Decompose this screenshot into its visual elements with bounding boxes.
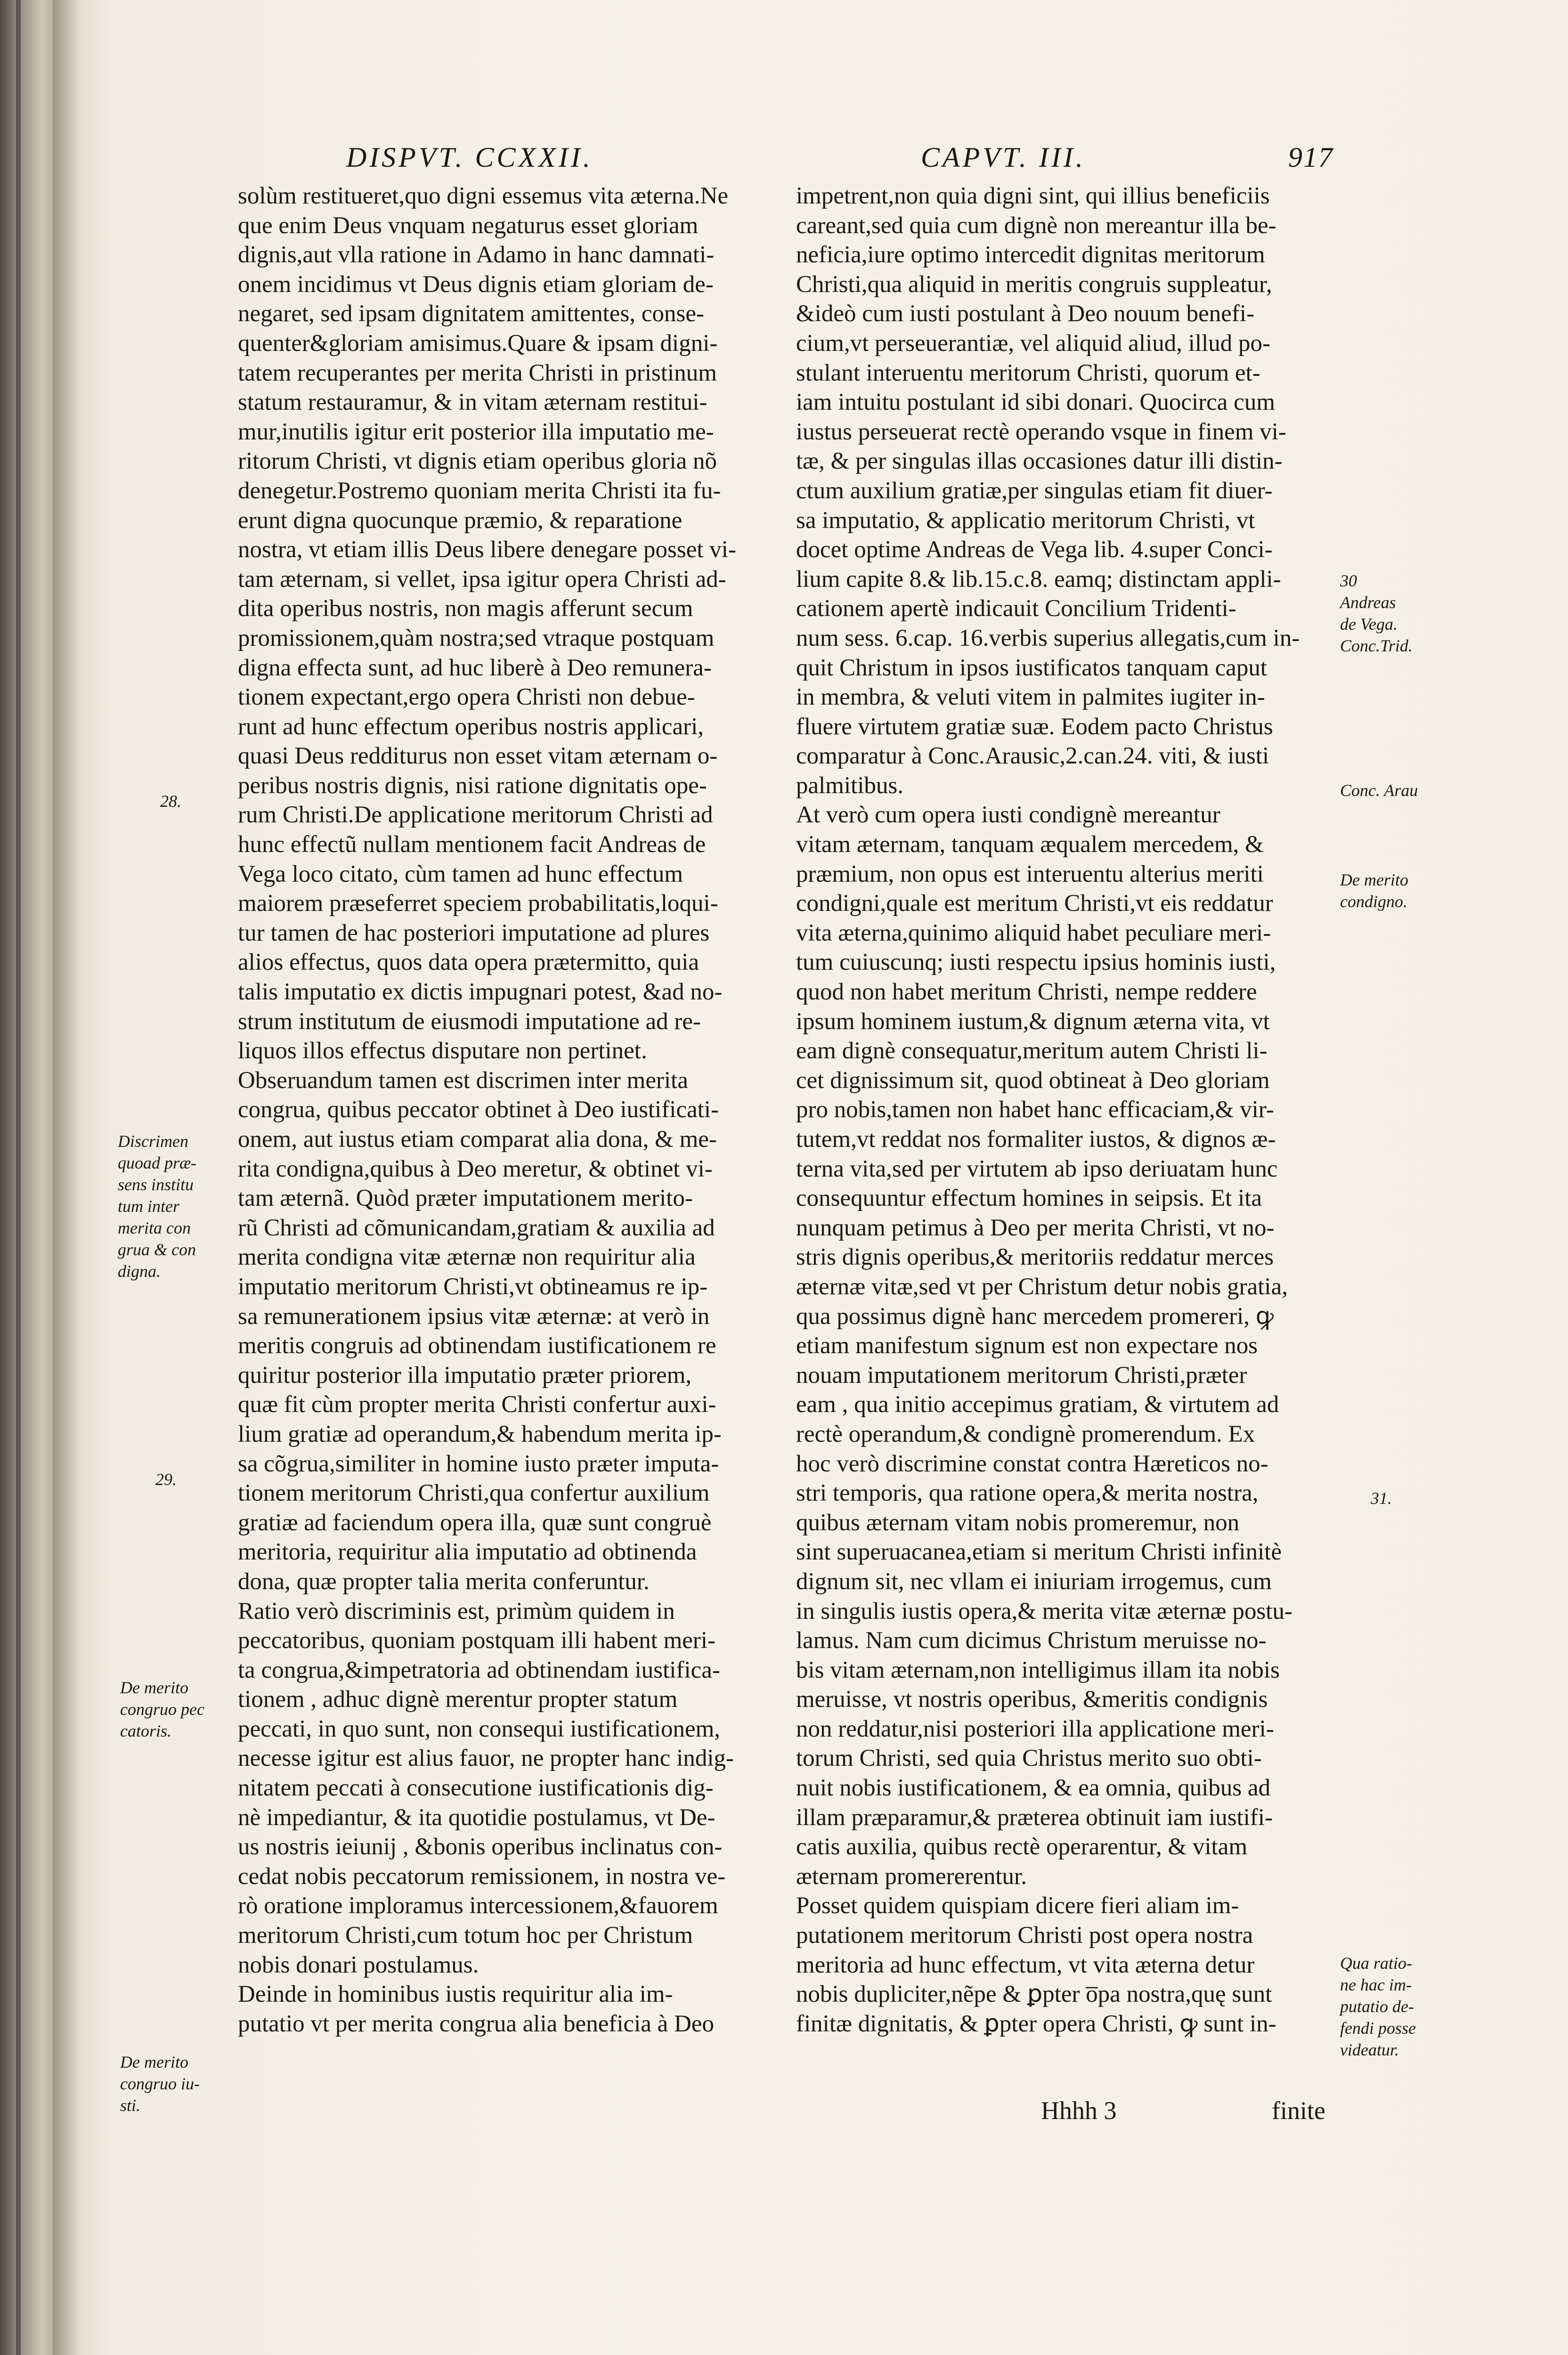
- margin-note-line: sti.: [120, 2096, 141, 2115]
- text-line: alios effectus, quos data opera prætermitto, quia: [238, 949, 699, 976]
- margin-note-line: congruo iu-: [120, 2074, 200, 2093]
- text-line: comparatur à Conc.Arausic,2.can.24. viti, & iusti: [796, 743, 1269, 770]
- text-line: ipsum hominem iustum,& dignum æterna vita, vt: [796, 1008, 1270, 1035]
- margin-note-line: quoad præ-: [118, 1153, 197, 1172]
- text-line: nobis dupliciter,nẽpe & ꝑpter o̅pa nostra,quę sunt: [796, 1981, 1272, 2008]
- text-line: nouam imputationem meritorum Christi,præter: [796, 1362, 1247, 1389]
- text-line: consequuntur effectum homines in seipsis. Et ita: [796, 1185, 1262, 1212]
- text-line: cedat nobis peccatorum remissionem, in nostra ve-: [238, 1863, 726, 1890]
- text-line: nobis donari postulamus.: [238, 1951, 479, 1978]
- text-line: rum Christi.De applicatione meritorum Christi ad: [238, 802, 713, 828]
- text-line: statum restauramur, & in vitam æternam restitui-: [238, 389, 707, 416]
- text-line: rũ Christi ad cõmunicandam,gratiam & auxilia ad: [238, 1214, 715, 1241]
- margin-number-28: 28.: [160, 792, 181, 811]
- text-line: rò oratione imploramus intercessionem,&fauorem: [238, 1892, 718, 1919]
- right-text-column: [796, 181, 1342, 2038]
- margin-note-line: catoris.: [120, 1722, 172, 1740]
- text-line: rectè operandum,& condignè promerendum. Ex: [796, 1421, 1255, 1447]
- text-line: sa imputatio, & applicatio meritorum Christi, vt: [796, 507, 1255, 534]
- margin-note-line: merita con: [118, 1218, 191, 1237]
- text-line: congrua, quibus peccator obtinet à Deo iustificati-: [238, 1096, 719, 1123]
- margin-note-line: digna.: [118, 1262, 161, 1281]
- text-line: in singulis iustis opera,& merita vitæ æternæ postu-: [796, 1598, 1292, 1624]
- book-spine-shadow: [16, 0, 21, 2355]
- text-line: peccatoribus, quoniam postquam illi habent meri-: [238, 1627, 716, 1654]
- text-line: æternam promererentur.: [796, 1863, 1027, 1890]
- margin-note-vega: [1340, 570, 1413, 657]
- margin-note-line: Conc.Trid.: [1340, 636, 1413, 655]
- gutter-shadow: [53, 0, 81, 2355]
- text-line: gratiæ ad faciendum opera illa, quæ sunt congruè: [238, 1509, 712, 1536]
- margin-note-line: putatio de-: [1340, 1997, 1414, 2016]
- text-line: us nostris ieiunij , &bonis operibus inclinatus con-: [238, 1834, 723, 1860]
- text-line: Deinde in hominibus iustis requiritur alia im-: [238, 1981, 673, 2008]
- margin-note-discrimen: [118, 1130, 196, 1282]
- text-line: stulant interuentu meritorum Christi, quorum et-: [796, 359, 1260, 386]
- text-line: nunquam petimus à Deo per merita Christi, vt no-: [796, 1214, 1275, 1241]
- text-line: num sess. 6.cap. 16.verbis superius allegatis,cum in-: [796, 625, 1300, 651]
- text-line: impetrent,non quia digni sint, qui illius beneficiis: [796, 183, 1270, 209]
- text-line: meritis congruis ad obtinendam iustificationem re: [238, 1332, 716, 1359]
- text-line: quasi Deus redditurus non esset vitam æternam o-: [238, 743, 718, 770]
- text-line: dignis,aut vlla ratione in Adamo in hanc damnati-: [238, 242, 715, 268]
- text-line: imputatio meritorum Christi,vt obtineamus re ip-: [238, 1273, 708, 1300]
- text-line: etiam manifestum signum est non expectare nos: [796, 1332, 1258, 1359]
- margin-note-line: De merito: [120, 2053, 188, 2071]
- text-line: quiritur posterior illa imputatio præter priorem,: [238, 1362, 692, 1389]
- text-line: onem, aut iustus etiam comparat alia dona, & me-: [238, 1126, 717, 1153]
- text-line: quenter&gloriam amisimus.Quare & ipsam digni-: [238, 330, 718, 357]
- text-line: talis imputatio ex dictis impugnari potest, &ad no-: [238, 979, 723, 1006]
- text-line: hunc effectũ nullam mentionem facit Andreas de: [238, 831, 706, 858]
- text-line: cet dignissimum sit, quod obtineat à Deo gloriam: [796, 1067, 1270, 1094]
- text-line: ta congrua,&impetratoria ad obtinendam iustifica-: [238, 1657, 720, 1683]
- text-line: mur,inutilis igitur erit posterior illa imputatio me-: [238, 418, 714, 445]
- text-line: erunt digna quocunque præmio, & reparatione: [238, 507, 682, 534]
- text-line: eam , qua initio accepimus gratiam, & virtutem ad: [796, 1391, 1279, 1418]
- margin-note-line: fendi posse: [1340, 2019, 1416, 2038]
- margin-number-31: 31.: [1371, 1489, 1392, 1508]
- margin-note-line: De merito: [1340, 870, 1408, 889]
- text-line: ctum auxilium gratiæ,per singulas etiam fit diuer-: [796, 477, 1273, 504]
- text-line: æternæ vitæ,sed vt per Christum detur nobis gratia,: [796, 1273, 1288, 1300]
- text-line: necesse igitur est alius fauor, ne propter hanc indig-: [238, 1745, 734, 1772]
- text-line: runt ad hunc effectum operibus nostris applicari,: [238, 713, 704, 740]
- text-line: &ideò cum iusti postulant à Deo nouum benefi-: [796, 300, 1255, 327]
- text-line: nuit nobis iustificationem, & ea omnia, quibus ad: [796, 1775, 1271, 1802]
- running-head-center: CAPVT. III.: [921, 142, 1086, 173]
- text-line: quibus æternam vitam nobis promeremur, non: [796, 1509, 1240, 1536]
- margin-note-iusti: [120, 2051, 200, 2116]
- text-line: Obseruandum tamen est discrimen inter merita: [238, 1067, 688, 1094]
- text-line: catis auxilia, quibus rectè operarentur, & vitam: [796, 1834, 1248, 1860]
- text-line: tionem meritorum Christi,qua confertur auxilium: [238, 1480, 710, 1507]
- text-line: denegetur.Postremo quoniam merita Christi ita fu-: [238, 477, 721, 504]
- text-line: digna effecta sunt, ad huc liberè à Deo remunera-: [238, 654, 712, 681]
- margin-note-line: 30: [1340, 571, 1357, 590]
- text-line: torum Christi, sed quia Christus merito suo obti-: [796, 1745, 1262, 1772]
- text-line: que enim Deus vnquam negaturus esset gloriam: [238, 212, 699, 239]
- text-line: hoc verò discrimine constat contra Hæreticos no-: [796, 1450, 1268, 1477]
- text-line: quæ fit cùm propter merita Christi confertur auxi-: [238, 1391, 716, 1418]
- text-line: dita operibus nostris, non magis afferunt secum: [238, 595, 693, 622]
- margin-note-line: De merito: [120, 1678, 188, 1697]
- text-line: vita æterna,quinimo aliquid habet peculiare meri-: [796, 919, 1271, 946]
- text-line: condigni,quale est meritum Christi,vt eis reddatur: [796, 890, 1273, 917]
- text-line: dona, quæ propter talia merita conferuntur.: [238, 1568, 650, 1595]
- text-line: cium,vt perseuerantiæ, vel aliquid aliud, illud po-: [796, 330, 1271, 357]
- margin-note-quaratio: [1340, 1952, 1416, 2061]
- text-line: tam æternã. Quòd præter imputationem merito-: [238, 1185, 693, 1212]
- text-line: præmium, non opus est interuentu alterius meriti: [796, 861, 1264, 887]
- left-text-column: [238, 181, 789, 2038]
- text-line: tur tamen de hac posteriori imputatione ad plures: [238, 919, 710, 946]
- text-line: nitatem peccati à consecutione iustificationis dig-: [238, 1775, 714, 1802]
- text-line: sa remunerationem ipsius vitæ æternæ: at verò in: [238, 1303, 710, 1330]
- text-line: Ratio verò discriminis est, primùm quidem in: [238, 1598, 675, 1624]
- margin-note-arausic: Conc. Arau: [1340, 781, 1418, 800]
- text-line: meruisse, vt nostris operibus, &meritis condignis: [796, 1686, 1268, 1713]
- text-line: lium gratiæ ad operandum,& habendum merita ip-: [238, 1421, 722, 1447]
- text-line: illam præparamur,& præterea obtinuit iam iustifi-: [796, 1804, 1273, 1831]
- margin-note-condigno: [1340, 869, 1408, 912]
- margin-note-line: de Vega.: [1340, 615, 1397, 633]
- text-line: putationem meritorum Christi post opera nostra: [796, 1922, 1253, 1949]
- text-line: iam intuitu postulant id sibi donari. Quocirca cum: [796, 389, 1275, 416]
- text-line: merita condigna vitæ æternæ non requiritur alia: [238, 1244, 696, 1271]
- text-line: careant,sed quia cum dignè non mereantur illa be-: [796, 212, 1276, 239]
- margin-note-line: sens institu: [118, 1175, 194, 1194]
- text-line: finitæ dignitatis, & ꝑpter opera Christi, ꝙ sunt in-: [796, 2010, 1276, 2037]
- text-line: liquos illos effectus disputare non pertinet.: [238, 1038, 647, 1064]
- text-line: meritoria, requiritur alia imputatio ad obtinenda: [238, 1539, 697, 1566]
- text-line: qua possimus dignè hanc mercedem promereri, ꝙ: [796, 1303, 1274, 1330]
- text-line: pro nobis,tamen non habet hanc efficaciam,& vir-: [796, 1096, 1274, 1123]
- text-line: palmitibus.: [796, 772, 904, 799]
- text-line: vitam æternam, tanquam æqualem mercedem, &: [796, 831, 1264, 858]
- text-line: eam dignè consequatur,meritum autem Christi li-: [796, 1038, 1267, 1064]
- margin-note-line: ne hac im-: [1340, 1975, 1412, 1994]
- text-line: Christi,qua aliquid in meritis congruis suppleatur,: [796, 271, 1272, 298]
- text-line: in membra, & veluti vitem in palmites iugiter in-: [796, 684, 1265, 711]
- text-line: strum institutum de eiusmodi imputatione ad re-: [238, 1008, 701, 1035]
- text-line: dignum sit, nec vllam ei iniuriam irrogemus, cum: [796, 1568, 1272, 1595]
- signature-mark: Hhhh 3: [1041, 2096, 1117, 2125]
- page-number: 917: [1288, 142, 1333, 173]
- text-line: non reddatur,nisi posteriori illa applicatione meri-: [796, 1715, 1274, 1742]
- previous-page-edge: [0, 0, 53, 2355]
- text-line: cationem apertè indicauit Concilium Tridenti-: [796, 595, 1236, 622]
- text-line: putatio vt per merita congrua alia beneficia à Deo: [238, 2010, 715, 2037]
- text-line: At verò cum opera iusti condignè mereantur: [796, 802, 1220, 828]
- text-line: lamus. Nam cum dicimus Christum meruisse no-: [796, 1627, 1267, 1654]
- text-line: sint superuacanea,etiam si meritum Christi infinitè: [796, 1539, 1282, 1566]
- text-line: nè impediantur, & ita quotidie postulamus, vt De-: [238, 1804, 715, 1831]
- catchword: finite: [1272, 2096, 1325, 2125]
- text-line: tionem , adhuc dignè merentur propter statum: [238, 1686, 678, 1713]
- text-line: onem incidimus vt Deus dignis etiam gloriam de-: [238, 271, 714, 298]
- text-line: tatem recuperantes per merita Christi in pristinum: [238, 359, 717, 386]
- text-line: promissionem,quàm nostra;sed vtraque postquam: [238, 625, 715, 651]
- text-line: tæ, & per singulas illas occasiones datur illi distin-: [796, 448, 1283, 475]
- text-line: maiorem præseferret speciem probabilitatis,loqui-: [238, 890, 718, 917]
- text-line: Posset quidem quispiam dicere fieri aliam im-: [796, 1892, 1239, 1919]
- text-line: tionem expectant,ergo opera Christi non debue-: [238, 684, 695, 711]
- text-line: meritorum Christi,cum totum hoc per Christum: [238, 1922, 693, 1949]
- text-line: stri temporis, qua ratione opera,& merita nostra,: [796, 1480, 1259, 1507]
- text-line: bis vitam æternam,non intelligimus illam ita nobis: [796, 1657, 1280, 1683]
- text-line: fluere virtutem gratiæ suæ. Eodem pacto Christus: [796, 713, 1273, 740]
- text-line: iustus perseuerat rectè operando vsque in finem vi-: [796, 418, 1286, 445]
- margin-note-peccatoris: [120, 1677, 204, 1742]
- text-line: peribus nostris dignis, nisi ratione dignitatis ope-: [238, 772, 707, 799]
- text-line: quit Christum in ipsos iustificatos tanquam caput: [796, 654, 1267, 681]
- margin-note-line: condigno.: [1340, 892, 1407, 911]
- text-line: meritoria ad hunc effectum, vt vita æterna detur: [796, 1951, 1255, 1978]
- text-line: stris dignis operibus,& meritoriis reddatur merces: [796, 1244, 1274, 1271]
- margin-note-line: Qua ratio-: [1340, 1954, 1412, 1973]
- margin-note-line: Andreas: [1340, 593, 1396, 612]
- margin-note-line: tum inter: [118, 1197, 179, 1216]
- text-line: peccati, in quo sunt, non consequi iustificationem,: [238, 1715, 721, 1742]
- margin-note-line: videatur.: [1340, 2040, 1399, 2059]
- text-line: lium capite 8.& lib.15.c.8. eamq; distinctam appli-: [796, 566, 1281, 593]
- text-line: tutem,vt reddat nos formaliter iustos, & dignos æ-: [796, 1126, 1276, 1153]
- text-line: nostra, vt etiam illis Deus libere denegare posset vi-: [238, 536, 736, 563]
- margin-number-29: 29.: [155, 1470, 177, 1489]
- text-line: neficia,iure optimo intercedit dignitas meritorum: [796, 242, 1265, 268]
- text-line: sa cõgrua,similiter in homine iusto præter imputa-: [238, 1450, 719, 1477]
- margin-note-line: grua & con: [118, 1240, 196, 1259]
- text-line: quod non habet meritum Christi, nempe reddere: [796, 979, 1257, 1006]
- text-line: solùm restitueret,quo digni essemus vita æterna.Ne: [238, 183, 729, 209]
- text-line: docet optime Andreas de Vega lib. 4.super Conci-: [796, 536, 1273, 563]
- running-head-left: DISPVT. CCXXII.: [346, 142, 593, 173]
- text-line: tam æternam, si vellet, ipsa igitur opera Christi ad-: [238, 566, 726, 593]
- margin-note-line: Discrimen: [118, 1132, 188, 1151]
- text-line: Vega loco citato, cùm tamen ad hunc effectum: [238, 861, 683, 887]
- text-line: ritorum Christi, vt dignis etiam operibus gloria nõ: [238, 448, 717, 475]
- text-line: terna vita,sed per virtutem ab ipso deriuatam hunc: [796, 1155, 1278, 1182]
- text-line: negaret, sed ipsam dignitatem amittentes, conse-: [238, 300, 704, 327]
- text-line: rita condigna,quibus à Deo meretur, & obtinet vi-: [238, 1155, 713, 1182]
- text-line: tum cuiuscunq; iusti respectu ipsius hominis iusti,: [796, 949, 1276, 976]
- margin-note-line: congruo pec: [120, 1700, 204, 1719]
